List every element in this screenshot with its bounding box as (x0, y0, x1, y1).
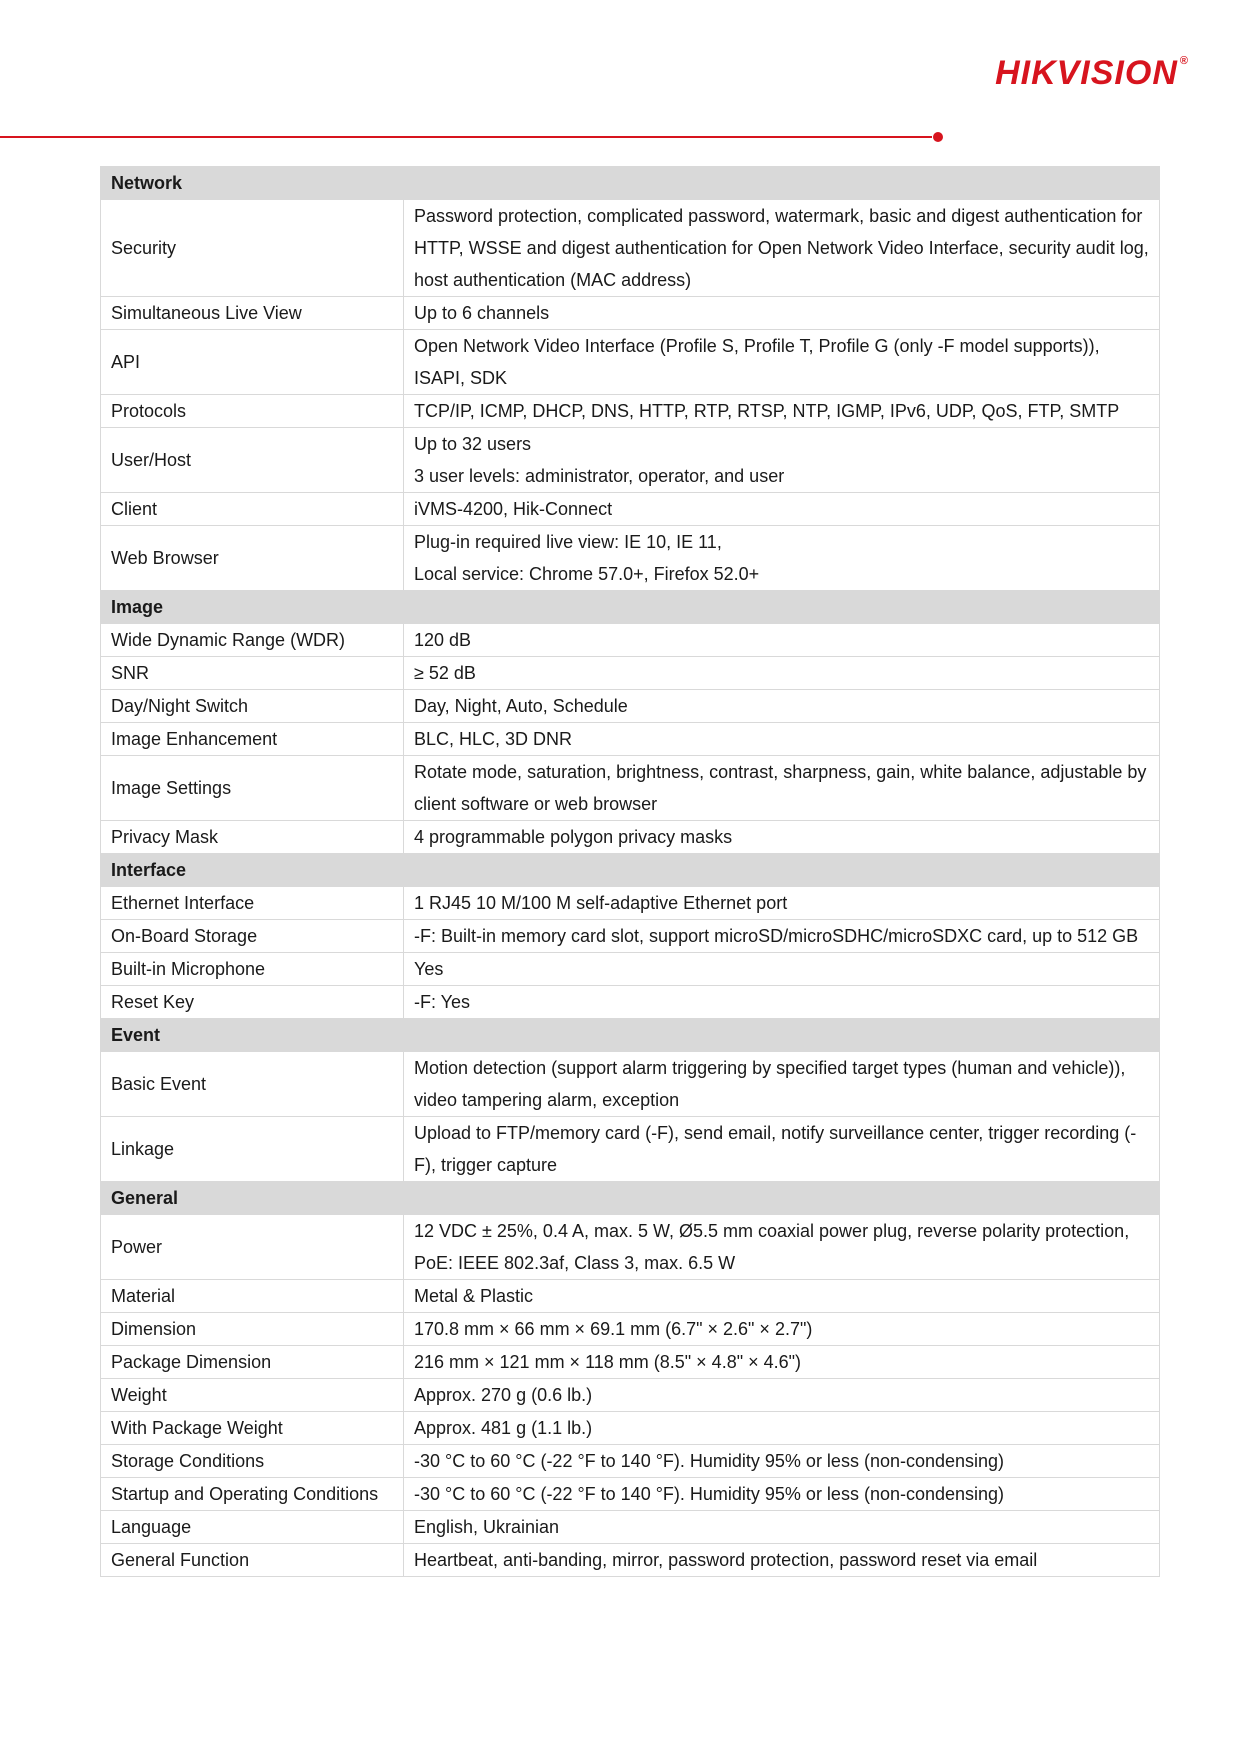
spec-label: Weight (101, 1379, 404, 1412)
spec-label: On-Board Storage (101, 920, 404, 953)
section-title: Network (101, 167, 1160, 200)
spec-label: Privacy Mask (101, 821, 404, 854)
spec-label: Package Dimension (101, 1346, 404, 1379)
spec-label: Wide Dynamic Range (WDR) (101, 624, 404, 657)
spec-label: Storage Conditions (101, 1445, 404, 1478)
spec-row (101, 624, 1160, 657)
spec-value: Open Network Video Interface (Profile S, Profile T, Profile G (only -F model supports)), ISAPI, SDK (404, 330, 1160, 395)
spec-value: 4 programmable polygon privacy masks (404, 821, 1160, 854)
section-title: Event (101, 1019, 1160, 1052)
spec-row (101, 428, 1160, 493)
spec-row (101, 657, 1160, 690)
spec-value: -30 °C to 60 °C (-22 °F to 140 °F). Humidity 95% or less (non-condensing) (404, 1445, 1160, 1478)
spec-value: -F: Built-in memory card slot, support microSD/microSDHC/microSDXC card, up to 512 GB (404, 920, 1160, 953)
spec-row (101, 953, 1160, 986)
spec-row (101, 1445, 1160, 1478)
spec-label: Ethernet Interface (101, 887, 404, 920)
spec-row (101, 756, 1160, 821)
spec-row (101, 1215, 1160, 1280)
spec-value: TCP/IP, ICMP, DHCP, DNS, HTTP, RTP, RTSP, NTP, IGMP, IPv6, UDP, QoS, FTP, SMTP (404, 395, 1160, 428)
spec-value: 216 mm × 121 mm × 118 mm (8.5" × 4.8" × 4.6") (404, 1346, 1160, 1379)
spec-label: Web Browser (101, 526, 404, 591)
spec-row (101, 723, 1160, 756)
spec-row (101, 1346, 1160, 1379)
spec-label: With Package Weight (101, 1412, 404, 1445)
spec-row (101, 821, 1160, 854)
spec-label: Built-in Microphone (101, 953, 404, 986)
spec-value: Metal & Plastic (404, 1280, 1160, 1313)
spec-value: Plug-in required live view: IE 10, IE 11, Local service: Chrome 57.0+, Firefox 52.0+ (404, 526, 1160, 591)
spec-label: User/Host (101, 428, 404, 493)
spec-value: 12 VDC ± 25%, 0.4 A, max. 5 W, Ø5.5 mm coaxial power plug, reverse polarity protection, PoE: IEEE 802.3af, Class 3, max. 6.5 W (404, 1215, 1160, 1280)
spec-label: SNR (101, 657, 404, 690)
spec-label: Simultaneous Live View (101, 297, 404, 330)
logo-text: HIKVISION (995, 54, 1178, 92)
spec-row (101, 1412, 1160, 1445)
spec-label: Day/Night Switch (101, 690, 404, 723)
spec-table-body (101, 167, 1160, 1577)
spec-label: Image Settings (101, 756, 404, 821)
spec-value: Rotate mode, saturation, brightness, contrast, sharpness, gain, white balance, adjustable by client software or web browser (404, 756, 1160, 821)
spec-row (101, 493, 1160, 526)
section-header-image (101, 591, 1160, 624)
spec-value: -30 °C to 60 °C (-22 °F to 140 °F). Humidity 95% or less (non-condensing) (404, 1478, 1160, 1511)
section-header-interface (101, 854, 1160, 887)
spec-value: Day, Night, Auto, Schedule (404, 690, 1160, 723)
spec-value: 1 RJ45 10 M/100 M self-adaptive Ethernet port (404, 887, 1160, 920)
spec-row (101, 1478, 1160, 1511)
spec-row (101, 920, 1160, 953)
spec-label: Security (101, 200, 404, 297)
spec-value: Heartbeat, anti-banding, mirror, password protection, password reset via email (404, 1544, 1160, 1577)
header-divider-dot (933, 132, 943, 142)
spec-label: Power (101, 1215, 404, 1280)
spec-value: Up to 6 channels (404, 297, 1160, 330)
spec-row (101, 1544, 1160, 1577)
spec-label: Language (101, 1511, 404, 1544)
spec-label: API (101, 330, 404, 395)
spec-row (101, 887, 1160, 920)
spec-label: Client (101, 493, 404, 526)
spec-value: 170.8 mm × 66 mm × 69.1 mm (6.7" × 2.6" × 2.7") (404, 1313, 1160, 1346)
spec-value: Upload to FTP/memory card (-F), send email, notify surveillance center, trigger recording (-F), trigger capture (404, 1117, 1160, 1182)
section-title: Interface (101, 854, 1160, 887)
spec-value: Motion detection (support alarm triggering by specified target types (human and vehicle)), video tampering alarm, exception (404, 1052, 1160, 1117)
spec-row (101, 1117, 1160, 1182)
spec-label: Dimension (101, 1313, 404, 1346)
spec-row (101, 330, 1160, 395)
spec-value: BLC, HLC, 3D DNR (404, 723, 1160, 756)
spec-value: Password protection, complicated password, watermark, basic and digest authentication for HTTP, WSSE and digest authentication for Open Network Video Interface, security audit log, host authentication (MAC address) (404, 200, 1160, 297)
spec-label: Basic Event (101, 1052, 404, 1117)
spec-value: Yes (404, 953, 1160, 986)
spec-label: Image Enhancement (101, 723, 404, 756)
spec-value: -F: Yes (404, 986, 1160, 1019)
spec-row (101, 690, 1160, 723)
spec-label: Protocols (101, 395, 404, 428)
spec-value: English, Ukrainian (404, 1511, 1160, 1544)
section-header-general (101, 1182, 1160, 1215)
section-title: Image (101, 591, 1160, 624)
section-header-event (101, 1019, 1160, 1052)
spec-row (101, 1511, 1160, 1544)
spec-label: Linkage (101, 1117, 404, 1182)
section-header-network (101, 167, 1160, 200)
spec-row (101, 200, 1160, 297)
spec-value: ≥ 52 dB (404, 657, 1160, 690)
spec-label: General Function (101, 1544, 404, 1577)
spec-value: Approx. 481 g (1.1 lb.) (404, 1412, 1160, 1445)
spec-label: Reset Key (101, 986, 404, 1019)
section-title: General (101, 1182, 1160, 1215)
spec-row (101, 986, 1160, 1019)
spec-row (101, 297, 1160, 330)
header-divider (0, 136, 932, 138)
spec-value: Up to 32 users 3 user levels: administrator, operator, and user (404, 428, 1160, 493)
spec-row (101, 1280, 1160, 1313)
spec-row (101, 1052, 1160, 1117)
hikvision-logo (995, 56, 1189, 90)
spec-value: 120 dB (404, 624, 1160, 657)
registered-mark: ® (1179, 55, 1189, 67)
spec-row (101, 526, 1160, 591)
spec-row (101, 395, 1160, 428)
spec-row (101, 1379, 1160, 1412)
spec-label: Material (101, 1280, 404, 1313)
spec-row (101, 1313, 1160, 1346)
spec-label: Startup and Operating Conditions (101, 1478, 404, 1511)
spec-value: iVMS-4200, Hik-Connect (404, 493, 1160, 526)
spec-table (100, 166, 1160, 1577)
spec-value: Approx. 270 g (0.6 lb.) (404, 1379, 1160, 1412)
